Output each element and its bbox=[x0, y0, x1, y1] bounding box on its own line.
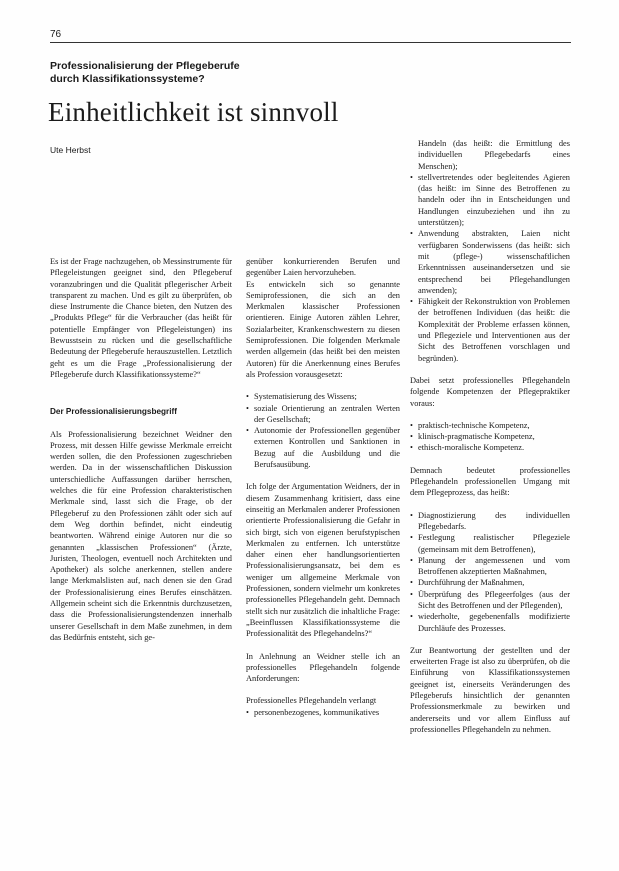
bullet-list bbox=[246, 707, 400, 718]
list-item: • wiederholte, gegebenenfalls modifizierte Durchläufe des Prozesses. bbox=[410, 611, 570, 634]
list-item: • praktisch-technische Kompetenz, bbox=[410, 420, 570, 431]
paragraph: Ich folge der Argumentation Weidners, der in diesem Zusammenhang kritisiert, dass eine einseitig an Merkmalen anderer Professionen orientierte Professionalisierung die Gefahr in sich birgt, sich von eigenen berufstypischen Merkmalen zu entfernen. Ich unterstütze daher einen eher handlungsorientierten Professionalisierungsansatz, bei dem es weniger um allgemeine Merkmale von Professionen, sondern vielmehr um konkretes professionelles Pflegehandeln geht. Demnach stellt sich nur zusätzlich die inhaltliche Frage: „Beeinflussen Klassifikationssysteme die Professionalität des Pflegehandelns?“ bbox=[246, 482, 400, 639]
list-item: • Systematisierung des Wissens; bbox=[246, 391, 400, 402]
paragraph: Zur Beantwortung der gestellten und der erweiterten Frage ist also zu überprüfen, ob die Einführung von Klassifikationssystemen geeignet ist, einerseits Veränderungen des Pflegeberufs hinsichtlich der genannten Professionsmerkmale zu bewirken und andererseits und vor allem Einfluss auf professionelles Pflegehandeln zu nehmen. bbox=[410, 645, 570, 734]
list-item: • Fähigkeit der Rekonstruktion von Problemen der betroffenen Individuen (das heißt: die Komplexität der Probleme erfassen können, und Pflegeziele und Interventionen aus der Sicht des Betroffenen vorschlagen und begründen). bbox=[410, 296, 570, 364]
list-item: • Überprüfung des Pflegeerfolges (aus der Sicht des Betroffenen und der Pflegenden), bbox=[410, 589, 570, 612]
header-rule bbox=[50, 42, 571, 43]
column-3 bbox=[410, 138, 570, 735]
list-item: • ethisch-moralische Kompetenz. bbox=[410, 442, 570, 453]
paragraph: Demnach bedeutet professionelles Pflegehandeln professionellen Umgang mit dem Pflegeprozess, das heißt: bbox=[410, 465, 570, 498]
kicker bbox=[50, 60, 410, 86]
list-item: • stellvertretendes oder begleitendes Agieren (das heißt: im Sinne des Betroffenen zu handeln oder ihn in Entscheidungen und Handlungen einzubeziehen und ihn zu unterstützen); bbox=[410, 172, 570, 228]
kicker-line: durch Klassifikationssysteme? bbox=[50, 73, 205, 85]
paragraph: In Anlehnung an Weidner stelle ich an professionelles Pflegehandeln folgende Anforderungen: bbox=[246, 651, 400, 684]
column-2 bbox=[246, 256, 400, 718]
list-item: • soziale Orientierung an zentralen Werten der Gesellschaft; bbox=[246, 403, 400, 426]
list-item: • klinisch-pragmatische Kompetenz, bbox=[410, 431, 570, 442]
headline: Einheitlichkeit ist sinnvoll bbox=[48, 97, 339, 127]
paragraph: Dabei setzt professionelles Pflegehandeln folgende Kompetenzen der Pflegepraktiker voraus: bbox=[410, 375, 570, 408]
bullet-list bbox=[410, 172, 570, 364]
page-number: 76 bbox=[50, 29, 62, 40]
list-item: • personenbezogenes, kommunikatives bbox=[246, 707, 400, 718]
list-item: • Festlegung realistischer Pflegeziele (gemeinsam mit dem Betroffenen), bbox=[410, 532, 570, 555]
list-item: • Durchführung der Maßnahmen, bbox=[410, 577, 570, 588]
author: Ute Herbst bbox=[50, 145, 91, 155]
paragraph: Als Professionalisierung bezeichnet Weidner den Prozess, mit dessen Hilfe gewisse Merkmale erreicht werden sollen, die den Professionen zugeschrieben werden. Da in der wissenschaftlichen Diskussion unterschiedliche Auffassungen darüber herrschen, welches die für eine Profession charakteristischen Merkmale sind, lasst sich die Frage, ob der Pflegeberuf zu den Professionen zählt oder sich auf dem Weg dorthin befindet, nicht eindeutig beantworten. Während einige Autoren nur die so genannten „klassischen Professionen“ (Ärzte, Juristen, Theologen, eventuell noch Architekten und Apotheker) als solche anerkennen, stellen andere lange Merkmalslisten auf, nach denen sie den Grad der Professionalisierung eines Berufes einschätzen. Allgemein scheint sich die Erkenntnis durchzusetzen, dass die Professionalisierungstendenzen innerhalb unserer Gesellschaft in dem Maße zunehmen, in dem das Bedürfnis entsteht, sich ge- bbox=[50, 429, 232, 642]
bullet-list bbox=[246, 391, 400, 470]
paragraph: Es ist der Frage nachzugehen, ob Messinstrumente für Pflegeleistungen geeignet sind, den Pflegeberuf voranzubringen und die Qualität pflegerischer Arbeit transparent zu machen. Und es gilt zu überprüfen, ob diese Instrumente die Chance bieten, den Nutzen des „Produkts Pflege“ für die Verbraucher (das heißt für potentielle Empfänger von Pflegeleistungen) ins Bewusstsein zu rücken und die gesellschaftliche Bedeutung der Pflegeberufe herauszustellen. Letztlich geht es um die Frage „Professionalisierung der Pflegeberufe durch Klassifikationssysteme?“ bbox=[50, 257, 232, 379]
paragraph: genüber konkurrierenden Berufen und gegenüber Laien hervorzuheben. bbox=[246, 257, 400, 278]
list-item: • Planung der angemessenen und vom Betroffenen akzeptierten Maßnahmen, bbox=[410, 555, 570, 578]
bullet-list bbox=[410, 420, 570, 454]
paragraph: Professionelles Pflegehandeln verlangt bbox=[246, 696, 377, 706]
list-item: • Anwendung abstrakten, Laien nicht verfügbaren Sonderwissens (das heißt: sich mit (pflege-) wissenschaftlichen Erkenntnissen auseinandersetzen und sie entsprechend bei Pflegehandlungen anwenden); bbox=[410, 228, 570, 296]
bullet-list bbox=[410, 510, 570, 634]
paragraph: Es entwickeln sich so genannte Semiprofessionen, die sich an den Merkmalen klassischer Professionen orientieren. Einige Autoren zählen Lehrer, Sozialarbeiter, Krankenschwestern zu diesen Semiprofessionen. Die folgenden Merkmale werden allgemein (das heißt bei den meisten Autoren) für die Anerkennung eines Berufes als Profession vorausgesetzt: bbox=[246, 279, 400, 379]
column-1 bbox=[50, 256, 232, 643]
paragraph: Handeln (das heißt: die Ermittlung des individuellen Pflegebedarfs eines Menschen); bbox=[418, 139, 570, 171]
list-item: • Diagnostizierung des individuellen Pflegebedarfs. bbox=[410, 510, 570, 533]
kicker-line: Professionalisierung der Pflegeberufe bbox=[50, 60, 240, 72]
section-heading: Der Professionalisierungsbegriff bbox=[50, 407, 177, 417]
list-item: • Autonomie der Professionellen gegenüber externen Kontrollen und Sanktionen in Bezug auf die Ausbildung und die Berufsausübung. bbox=[246, 425, 400, 470]
